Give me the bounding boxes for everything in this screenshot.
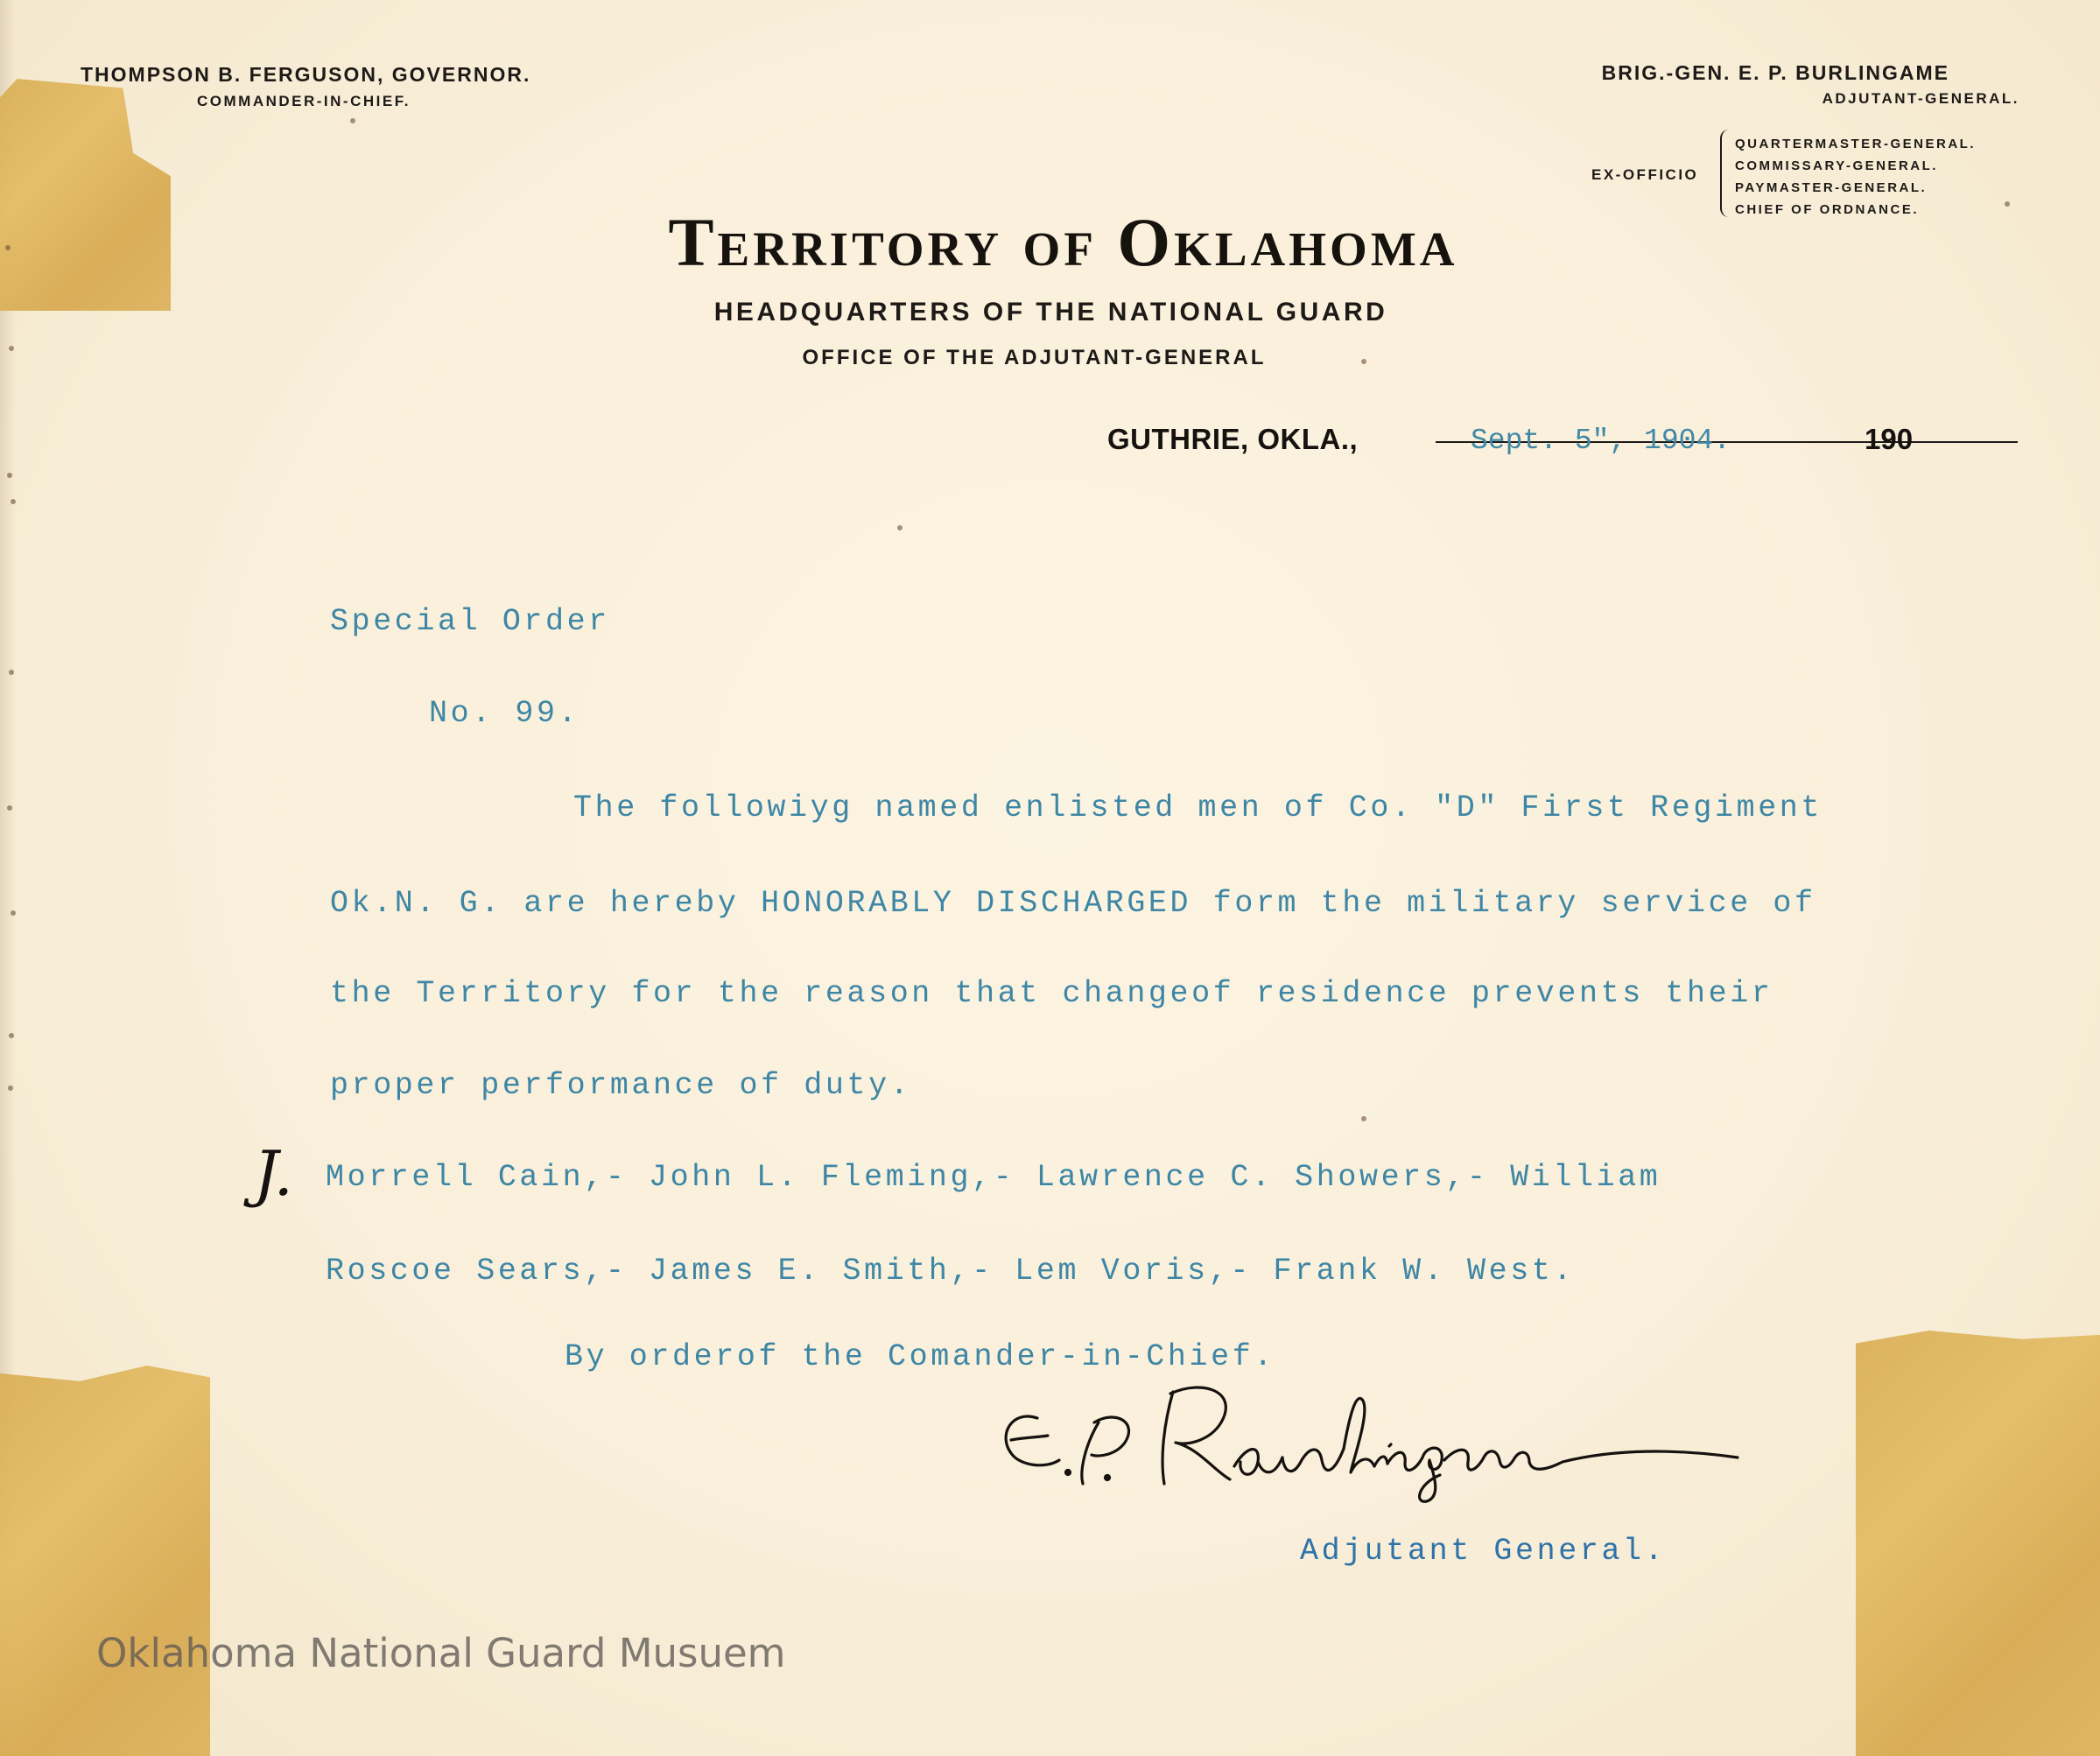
date-line bbox=[1107, 423, 2018, 467]
ex-officio-role: CHIEF OF ORDNANCE. bbox=[1735, 202, 1919, 217]
adjutant-general-title: ADJUTANT-GENERAL. bbox=[1822, 90, 2019, 107]
letterhead-office: OFFICE OF THE ADJUTANT-GENERAL bbox=[802, 346, 1267, 369]
letterhead-title: Territory of Oklahoma bbox=[668, 204, 1458, 280]
body-line: the Territory for the reason that changeof residence prevents their bbox=[330, 976, 1773, 1011]
names-line: Morrell Cain,- John L. Fleming,- Lawrence C. Showers,- William bbox=[326, 1160, 1661, 1195]
body-line: The followiyg named enlisted men of Co. "D" First Regiment bbox=[573, 790, 1823, 825]
body-line: proper performance of duty. bbox=[330, 1068, 912, 1103]
tape-bottom-right bbox=[1856, 1331, 2100, 1756]
names-line: Roscoe Sears,- James E. Smith,- Lem Voris,- Frank W. West. bbox=[326, 1254, 1575, 1289]
ex-officio-role: COMMISSARY-GENERAL. bbox=[1735, 158, 1938, 173]
letterhead-headquarters: HEADQUARTERS OF THE NATIONAL GUARD bbox=[713, 298, 1388, 327]
museum-watermark: Oklahoma National Guard Musuem bbox=[96, 1630, 786, 1676]
order-number: No. 99. bbox=[429, 696, 580, 731]
body-line: Ok.N. G. are hereby HONORABLY DISCHARGED form the military service of bbox=[330, 886, 1816, 921]
by-order-line: By orderof the Comander-in-Chief. bbox=[565, 1339, 1275, 1374]
signatory-title: Adjutant General. bbox=[1300, 1534, 1667, 1569]
typed-date: Sept. 5", 1904. bbox=[1471, 425, 1731, 457]
signature-icon bbox=[985, 1374, 1755, 1506]
tape-bottom-left bbox=[0, 1366, 210, 1756]
ex-officio-label: EX-OFFICIO bbox=[1591, 166, 1699, 183]
governor-name: THOMPSON B. FERGUSON, GOVERNOR. bbox=[81, 63, 531, 86]
adjutant-general-name: BRIG.-GEN. E. P. BURLINGAME bbox=[1601, 61, 1949, 84]
date-rule-tail bbox=[1935, 441, 2018, 443]
governor-title: COMMANDER-IN-CHIEF. bbox=[197, 93, 411, 109]
ex-officio-role: PAYMASTER-GENERAL. bbox=[1735, 180, 1928, 195]
order-title: Special Order bbox=[330, 604, 610, 639]
place-of-issue: GUTHRIE, OKLA., bbox=[1107, 423, 1359, 455]
handwritten-initial: J. bbox=[254, 1138, 293, 1210]
ex-officio-role: QUARTERMASTER-GENERAL. bbox=[1735, 137, 1976, 151]
printed-year: 190 bbox=[1865, 423, 1914, 455]
